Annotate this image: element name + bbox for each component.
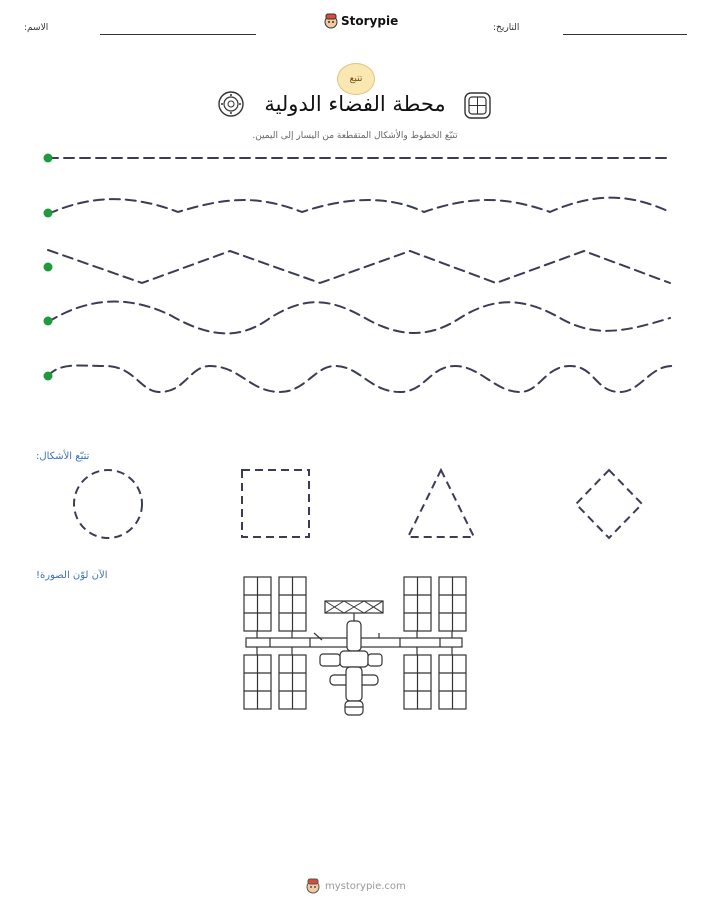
left-module	[320, 654, 340, 666]
start-dot-2	[44, 209, 53, 218]
trace-shape-circle[interactable]	[74, 470, 142, 538]
trace-shape-triangle[interactable]	[408, 470, 474, 537]
start-dot-5	[44, 372, 53, 381]
trace-badge: تتبع	[337, 63, 375, 95]
trace-shape-diamond[interactable]	[576, 470, 642, 538]
trace-shape-square[interactable]	[242, 470, 309, 537]
cross-module	[330, 675, 378, 685]
date-label: التاريخ:	[493, 23, 520, 33]
shapes-section-label: تتبّع الأشكال:	[36, 451, 90, 462]
docking-capsule	[345, 701, 363, 715]
right-module	[368, 654, 382, 666]
solar-panel-lower-left	[244, 655, 306, 709]
solar-panel-upper-right	[404, 577, 466, 631]
trace-line-wave[interactable]	[48, 302, 670, 334]
solar-panel-upper-left	[244, 577, 306, 631]
trace-line-wave-deep[interactable]	[48, 365, 672, 392]
brand-logo	[324, 13, 398, 29]
central-module-bottom	[346, 667, 362, 701]
main-truss	[246, 638, 462, 647]
start-dot-3	[44, 263, 53, 272]
radiator-panel	[325, 601, 383, 613]
central-module-top	[347, 621, 361, 651]
name-label: الاسم:	[24, 23, 49, 33]
storypie-mascot-icon	[324, 13, 338, 29]
brand-name: Storypie	[341, 14, 399, 28]
name-input-line[interactable]	[100, 34, 256, 35]
start-dot-4	[44, 317, 53, 326]
node-module	[340, 651, 368, 667]
footer	[306, 878, 406, 894]
storypie-mascot-icon-footer	[306, 878, 320, 894]
solar-panel-lower-right	[404, 655, 466, 709]
start-dot-1	[44, 154, 53, 163]
trace-line-wave-gentle[interactable]	[48, 198, 670, 214]
color-section-label: الآن لوّن الصورة!	[36, 570, 108, 581]
footer-url[interactable]: mystorypie.com	[325, 880, 406, 892]
date-input-line[interactable]	[563, 34, 687, 35]
instructions: تتبّع الخطوط والأشكال المتقطعة من اليسار إلى اليمين.	[252, 131, 458, 141]
trace-line-zigzag[interactable]	[48, 250, 670, 283]
page-title: محطة الفضاء الدولية	[264, 92, 446, 116]
